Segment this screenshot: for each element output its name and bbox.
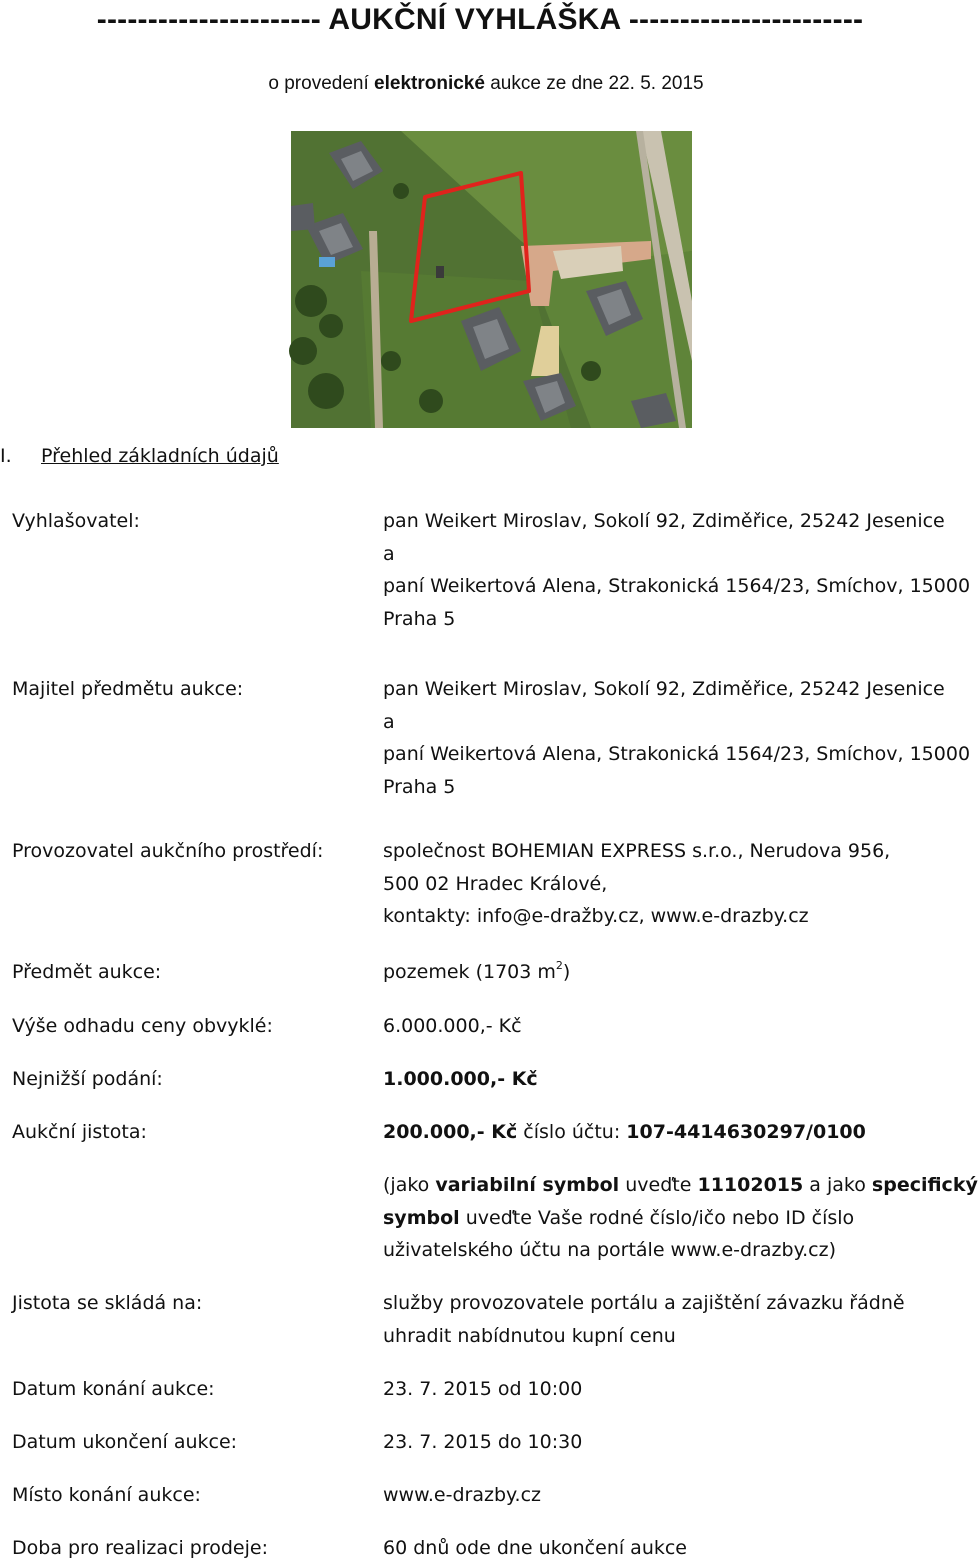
odhad-value: 6.000.000,- Kč (383, 1015, 522, 1037)
label-vyhlasovatel: Vyhlašovatel: (12, 510, 140, 532)
majitel-line: Praha 5 (383, 775, 456, 798)
misto-value: www.e-drazby.cz (383, 1484, 542, 1506)
label-provozovatel: Provozovatel aukčního prostředí: (12, 840, 324, 862)
note-text: uživatelského účtu na portále www.e-drazby.cz) (383, 1239, 836, 1261)
note-bold: specifický (871, 1174, 978, 1196)
provozovatel-line: 500 02 Hradec Králové, (383, 872, 608, 895)
vyhlasovatel-line: paní Weikertová Alena, Strakonická 1564/23, Smíchov, 15000 (383, 575, 971, 597)
label-predmet: Předmět aukce: (12, 961, 162, 983)
majitel-line: pan Weikert Miroslav, Sokolí 92, Zdiměřice, 25242 Jesenice (383, 678, 945, 700)
doba-value: 60 dnů ode dne ukončení aukce (383, 1537, 687, 1559)
sklada-line: služby provozovatele portálu a zajištění závazku řádně (383, 1292, 905, 1314)
provozovatel-line: společnost BOHEMIAN EXPRESS s.r.o., Nerudova 956, (383, 840, 891, 862)
document-subtitle (0, 73, 972, 95)
value-doba (383, 1532, 968, 1565)
label-majitel: Majitel předmětu aukce: (12, 678, 244, 700)
value-misto (383, 1479, 968, 1512)
podani-value: 1.000.000,- Kč (383, 1068, 538, 1090)
value-datum-ukonceni (383, 1426, 968, 1459)
value-jistota (383, 1116, 968, 1149)
label-datum-ukonceni: Datum ukončení aukce: (12, 1431, 238, 1453)
label-misto: Místo konání aukce: (12, 1484, 201, 1506)
predmet-value-suffix: ) (562, 961, 571, 983)
majitel-line: paní Weikertová Alena, Strakonická 1564/23, Smíchov, 15000 (383, 743, 971, 765)
vyhlasovatel-line: a (383, 542, 395, 565)
value-sklada (383, 1287, 968, 1352)
predmet-value-sup: 2 (555, 959, 563, 972)
datum-ukonceni-value: 23. 7. 2015 do 10:30 (383, 1431, 583, 1453)
label-doba: Doba pro realizaci prodeje: (12, 1537, 268, 1559)
section-title: Přehled základních údajů (41, 445, 279, 467)
note-text: uveďte Vaše rodné číslo/ičo nebo ID číslo (465, 1206, 855, 1229)
note-bold: 11102015 (697, 1174, 804, 1196)
note-text: uveďte (625, 1174, 692, 1196)
subtitle-suffix: aukce ze dne 22. 5. 2015 (490, 73, 704, 94)
jistota-account: 107-4414630297/0100 (626, 1121, 866, 1143)
value-predmet (383, 956, 968, 989)
value-vyhlasovatel (383, 505, 971, 635)
note-text: a jako (809, 1174, 866, 1196)
note-text: (jako (383, 1174, 430, 1196)
value-provozovatel (383, 835, 968, 933)
section-number: I. (0, 445, 12, 467)
majitel-line: a (383, 710, 395, 733)
label-jistota: Aukční jistota: (12, 1121, 147, 1143)
datum-konani-value: 23. 7. 2015 od 10:00 (383, 1378, 583, 1400)
vyhlasovatel-line: pan Weikert Miroslav, Sokolí 92, Zdiměřice, 25242 Jesenice (383, 510, 945, 532)
vyhlasovatel-line: Praha 5 (383, 607, 456, 630)
sklada-line: uhradit nabídnutou kupní cenu (383, 1324, 676, 1347)
label-datum-konani: Datum konání aukce: (12, 1378, 215, 1400)
predmet-value-prefix: pozemek (1703 m (383, 961, 556, 983)
label-podani: Nejnižší podání: (12, 1068, 163, 1090)
label-odhad: Výše odhadu ceny obvyklé: (12, 1015, 273, 1037)
provozovatel-line: kontakty: info@e-dražby.cz, www.e-drazby.cz (383, 905, 809, 927)
value-podani (383, 1063, 968, 1096)
aerial-photo (291, 131, 692, 428)
value-odhad (383, 1010, 968, 1043)
subtitle-prefix: o provedení (268, 73, 369, 94)
jistota-note (383, 1169, 978, 1267)
document-title: ---------------------- AUKČNÍ VYHLÁŠKA ----------------------- (96, 3, 864, 36)
value-majitel (383, 673, 971, 803)
label-sklada: Jistota se skládá na: (12, 1292, 203, 1314)
subtitle-bold: elektronické (374, 73, 485, 94)
note-bold: symbol (383, 1206, 460, 1229)
jistota-amount: 200.000,- Kč (383, 1121, 518, 1143)
aerial-photo-drawing (291, 131, 692, 428)
note-bold: variabilní symbol (435, 1174, 620, 1196)
value-datum-konani (383, 1373, 968, 1406)
jistota-account-label: číslo účtu: (523, 1121, 621, 1143)
